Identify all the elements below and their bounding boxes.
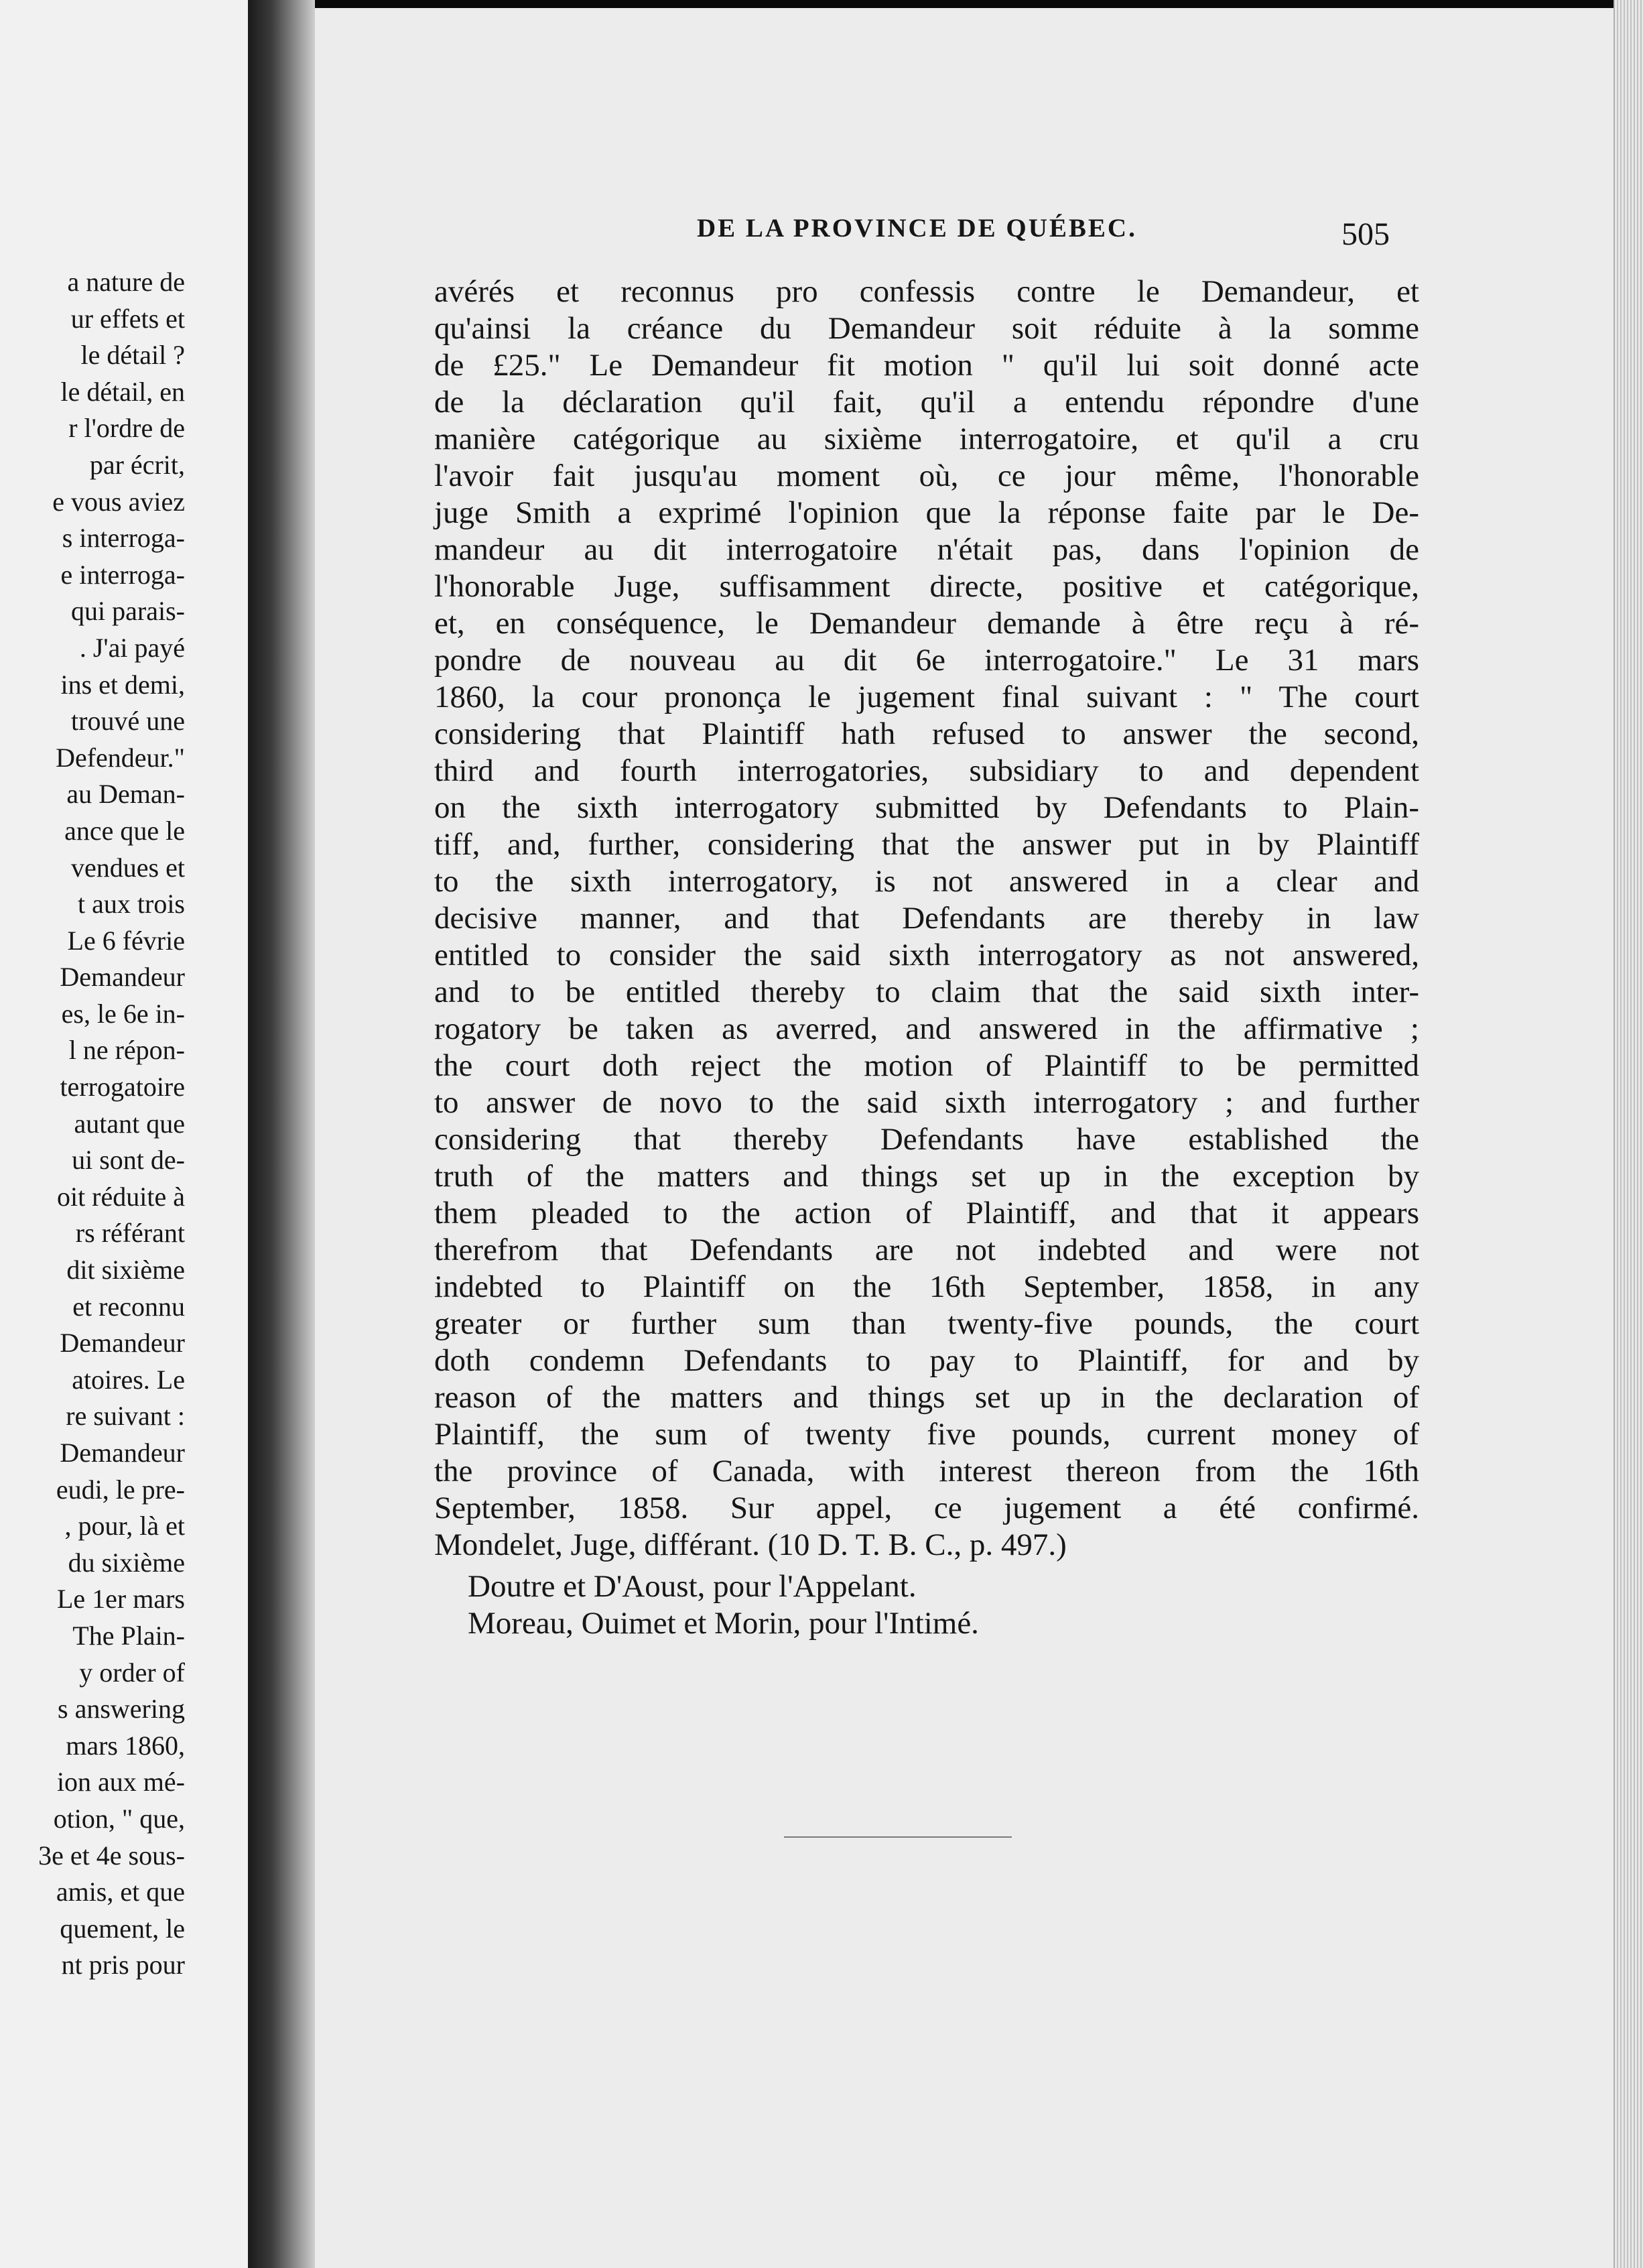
body-line: third and fourth interrogatories, subsidiary to and dependent — [434, 753, 1419, 788]
left-line: a nature de — [67, 267, 185, 297]
left-line: e interroga- — [60, 559, 185, 590]
body-line: qu'ainsi la créance du Demandeur soit réduite à la somme — [434, 311, 1419, 346]
left-line: re suivant : — [66, 1401, 185, 1432]
body-line: doth condemn Defendants to pay to Plaintiff, for and by — [434, 1343, 1419, 1378]
body-line: avérés et reconnus pro confessis contre le Demandeur, et — [434, 274, 1419, 309]
running-title: DE LA PROVINCE DE QUÉBEC. — [697, 214, 1137, 243]
body-line: Plaintiff, the sum of twenty five pounds, current money of — [434, 1417, 1419, 1452]
left-line: r l'ordre de — [68, 413, 185, 444]
left-line: vendues et — [71, 852, 185, 883]
left-line: rs référant — [75, 1218, 185, 1249]
body-line: l'avoir fait jusqu'au moment où, ce jour même, l'honorable — [434, 458, 1419, 493]
body-line: on the sixth interrogatory submitted by Defendants to Plain- — [434, 790, 1419, 825]
left-line: Demandeur — [60, 1328, 185, 1359]
left-line: par écrit, — [89, 449, 185, 480]
left-line: mars 1860, — [66, 1730, 185, 1761]
left-line: autant que — [74, 1108, 185, 1139]
counsel-appellant: Doutre et D'Aoust, pour l'Appelant. — [468, 1569, 917, 1604]
left-line: e vous aviez — [52, 486, 185, 517]
body-line: juge Smith a exprimé l'opinion que la réponse faite par le De- — [434, 495, 1419, 530]
body-text — [434, 273, 1419, 1564]
left-line: eudi, le pre- — [56, 1474, 185, 1505]
left-line: au Deman- — [66, 779, 185, 810]
left-line: The Plain- — [72, 1620, 185, 1651]
body-line: entitled to consider the said sixth interrogatory as not answered, — [434, 938, 1419, 972]
left-line: trouvé une — [71, 706, 185, 737]
left-line: qui parais- — [71, 596, 185, 627]
body-line: reason of the matters and things set up in the declaration of — [434, 1380, 1419, 1415]
body-line: tiff, and, further, considering that the answer put in by Plaintiff — [434, 827, 1419, 862]
left-line: s answering — [58, 1694, 185, 1724]
left-line: ance que le — [64, 815, 185, 846]
body-line: indebted to Plaintiff on the 16th September, 1858, in any — [434, 1269, 1419, 1304]
body-line: rogatory be taken as averred, and answered in the affirmative ; — [434, 1011, 1419, 1046]
body-line: de £25." Le Demandeur fit motion " qu'il lui soit donné acte — [434, 348, 1419, 383]
left-line: ur effets et — [70, 303, 185, 334]
body-line: therefrom that Defendants are not indebted and were not — [434, 1233, 1419, 1267]
left-line: s interroga- — [62, 523, 185, 554]
left-line: es, le 6e in- — [61, 998, 185, 1029]
body-line: greater or further sum than twenty-five pounds, the court — [434, 1306, 1419, 1341]
body-line: truth of the matters and things set up in the exception by — [434, 1159, 1419, 1194]
body-line: to the sixth interrogatory, is not answered in a clear and — [434, 864, 1419, 899]
left-page-text-fragments — [0, 264, 185, 1984]
left-line: amis, et que — [56, 1877, 185, 1907]
body-line: the court doth reject the motion of Plaintiff to be permitted — [434, 1048, 1419, 1083]
left-line: terrogatoire — [60, 1072, 185, 1102]
body-line: et, en conséquence, le Demandeur demande à être reçu à ré- — [434, 606, 1419, 641]
body-line: considering that thereby Defendants have established the — [434, 1122, 1419, 1157]
left-line: Demandeur — [60, 962, 185, 993]
page-number: 505 — [1341, 216, 1390, 252]
body-line: manière catégorique au sixième interrogatoire, et qu'il a cru — [434, 422, 1419, 456]
left-line: du sixième — [68, 1547, 185, 1578]
left-line: ion aux mé- — [56, 1767, 185, 1798]
left-line: . J'ai payé — [79, 632, 185, 663]
left-line: le détail ? — [80, 340, 185, 371]
body-line: l'honorable Juge, suffisamment directe, positive et catégorique, — [434, 569, 1419, 604]
body-line: to answer de novo to the said sixth interrogatory ; and further — [434, 1085, 1419, 1120]
body-line: them pleaded to the action of Plaintiff, and that it appears — [434, 1196, 1419, 1231]
closing-rule — [784, 1836, 1012, 1838]
left-line: Defendeur." — [56, 742, 185, 773]
body-line: decisive manner, and that Defendants are thereby in law — [434, 901, 1419, 936]
left-facing-page — [0, 0, 248, 2268]
left-line: quement, le — [60, 1913, 185, 1944]
left-line: ui sont de- — [72, 1145, 185, 1176]
body-line: 1860, la cour prononça le jugement final suivant : " The court — [434, 680, 1419, 714]
body-line: Mondelet, Juge, différant. (10 D. T. B. C., p. 497.) — [434, 1527, 1067, 1562]
left-line: atoires. Le — [72, 1364, 185, 1395]
body-line: the province of Canada, with interest thereon from the 16th — [434, 1454, 1419, 1489]
body-line: de la déclaration qu'il fait, qu'il a entendu répondre d'une — [434, 385, 1419, 420]
left-line: , pour, là et — [64, 1511, 185, 1541]
page-edges — [1614, 0, 1643, 2268]
left-line: y order of — [79, 1657, 185, 1688]
left-line: dit sixième — [66, 1255, 185, 1285]
body-line: and to be entitled thereby to claim that the said sixth inter- — [434, 974, 1419, 1009]
left-line: Le 1er mars — [56, 1584, 185, 1615]
counsel-respondent: Moreau, Ouimet et Morin, pour l'Intimé. — [468, 1606, 979, 1641]
left-line: Demandeur — [60, 1438, 185, 1468]
book-gutter — [248, 0, 315, 2268]
body-line: September, 1858. Sur appel, ce jugement a été confirmé. — [434, 1491, 1419, 1525]
left-line: l ne répon- — [68, 1035, 185, 1066]
left-line: nt pris pour — [61, 1950, 185, 1980]
left-line: 3e et 4e sous- — [38, 1840, 185, 1871]
body-line: mandeur au dit interrogatoire n'était pas, dans l'opinion de — [434, 532, 1419, 567]
body-line: pondre de nouveau au dit 6e interrogatoire." Le 31 mars — [434, 643, 1419, 678]
left-line: ins et demi, — [60, 669, 185, 700]
left-line: Le 6 févrie — [67, 925, 185, 956]
left-line: t aux trois — [78, 889, 185, 920]
left-line: oit réduite à — [56, 1181, 185, 1212]
left-line: otion, " que, — [53, 1803, 185, 1834]
left-line: et reconnu — [72, 1291, 185, 1322]
body-line: considering that Plaintiff hath refused to answer the second, — [434, 716, 1419, 751]
left-line: le détail, en — [60, 376, 185, 407]
